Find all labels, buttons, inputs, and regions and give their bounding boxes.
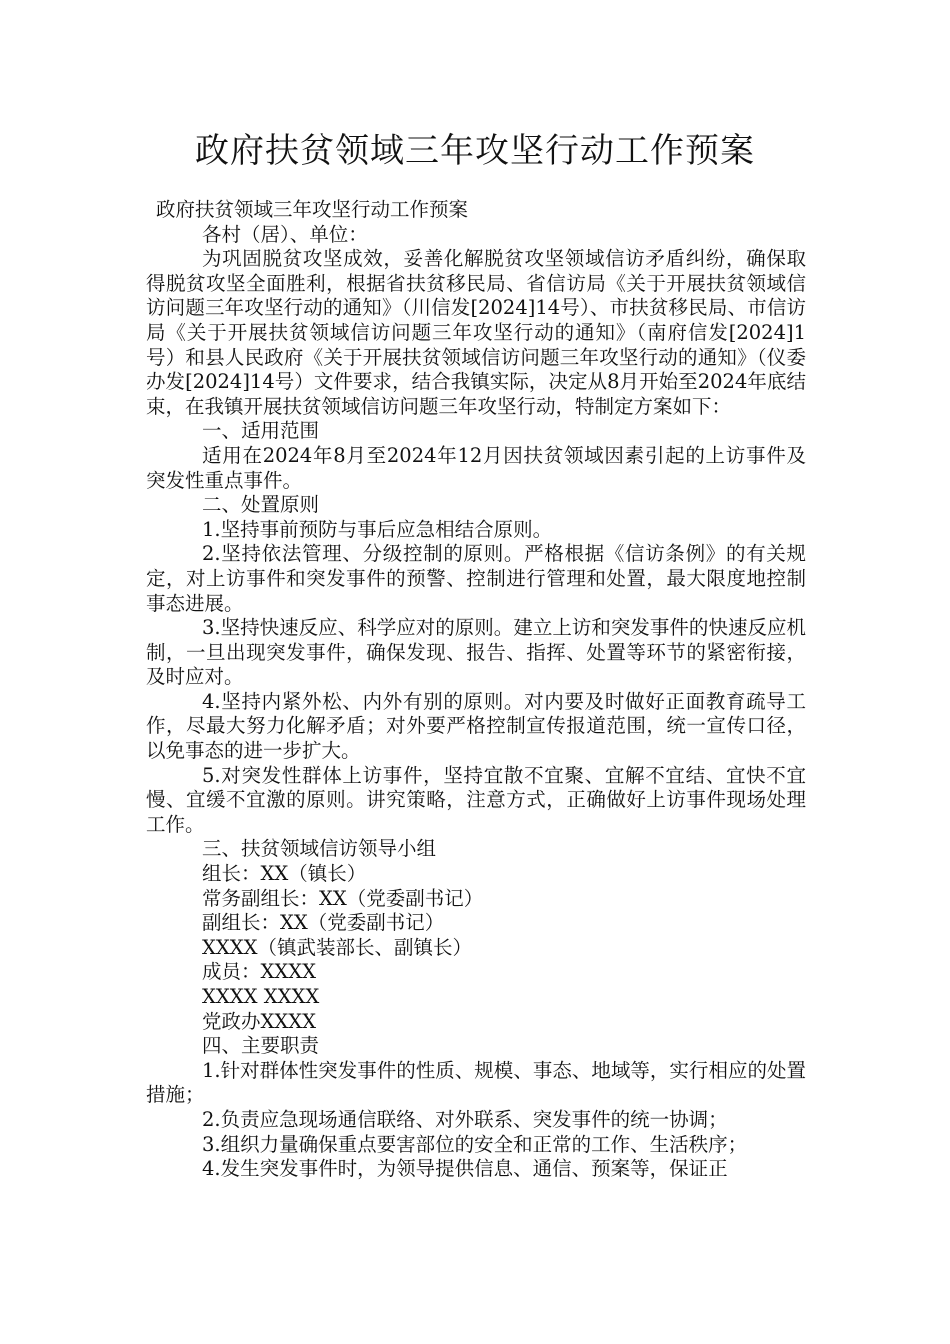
duty-item: 4.发生突发事件时，为领导提供信息、通信、预案等，保证正 bbox=[202, 1157, 728, 1181]
section-heading-principles: 二、处置原则 bbox=[202, 493, 320, 517]
section-heading-scope: 一、适用范围 bbox=[202, 419, 320, 443]
document-title: 政府扶贫领域三年攻坚行动工作预案 bbox=[195, 131, 755, 171]
scope-paragraph: 适用在2024年8月至2024年12月因扶贫领域因素引起的上访事件及突发性重点事件。 bbox=[146, 443, 806, 492]
principle-item: 5.对突发性群体上访事件，坚持宜散不宜聚、宜解不宜结、宜快不宜慢、宜缓不宜激的原则。讲究策略，注意方式，正确做好上访事件现场处理工作。 bbox=[146, 763, 806, 836]
duty-item: 2.负责应急现场通信联络、对外联系、突发事件的统一协调； bbox=[202, 1107, 728, 1131]
leadership-line: 党政办XXXX bbox=[202, 1009, 317, 1033]
principle-item: 3.坚持快速反应、科学应对的原则。建立上访和突发事件的快速反应机制，一旦出现突发事件，确保发现、报告、指挥、处置等环节的紧密衔接，及时应对。 bbox=[146, 616, 806, 689]
intro-paragraph: 为巩固脱贫攻坚成效，妥善化解脱贫攻坚领域信访矛盾纠纷，确保取得脱贫攻坚全面胜利，根据省扶贫移民局、省信访局《关于开展扶贫领域信访问题三年攻坚行动的通知》（川信发[2024]14号）、市扶贫移民局、市信访局《关于开展扶贫领域信访问题三年攻坚行动的通知》（南府信发[2024]1号）和县人民政府《关于开展扶贫领域信访问题三年攻坚行动的通知》（仪委办发[2024]14号）文件要求，结合我镇实际，决定从8月开始至2024年底结束，在我镇开展扶贫领域信访问题三年攻坚行动，特制定方案如下： bbox=[146, 247, 806, 418]
duty-item: 1.针对群体性突发事件的性质、规模、事态、地域等，实行相应的处置措施； bbox=[146, 1058, 806, 1107]
document-subtitle: 政府扶贫领域三年攻坚行动工作预案 bbox=[156, 198, 469, 221]
leadership-line: 副组长：XX（党委副书记） bbox=[202, 911, 445, 935]
leadership-line: XXXX（镇武装部长、副镇长） bbox=[202, 935, 473, 959]
section-heading-leadership: 三、扶贫领域信访领导小组 bbox=[202, 837, 437, 861]
duty-item: 3.组织力量确保重点要害部位的安全和正常的工作、生活秩序； bbox=[202, 1132, 748, 1156]
section-heading-duties: 四、主要职责 bbox=[202, 1034, 320, 1058]
leadership-line: 成员：XXXX bbox=[202, 960, 317, 984]
salutation: 各村（居）、单位： bbox=[202, 222, 368, 246]
leadership-line: XXXX XXXX bbox=[202, 985, 320, 1008]
principle-item: 1.坚持事前预防与事后应急相结合原则。 bbox=[202, 517, 553, 541]
leadership-line: 常务副组长：XX（党委副书记） bbox=[202, 886, 484, 910]
principle-item: 4.坚持内紧外松、内外有别的原则。对内要及时做好正面教育疏导工作，尽最大努力化解矛盾；对外要严格控制宣传报道范围，统一宣传口径，以免事态的进一步扩大。 bbox=[146, 689, 806, 763]
leadership-line: 组长：XX（镇长） bbox=[202, 862, 367, 886]
principle-item: 2.坚持依法管理、分级控制的原则。严格根据《信访条例》的有关规定，对上访事件和突发事件的预警、控制进行管理和处置，最大限度地控制事态进展。 bbox=[146, 542, 806, 615]
document-body bbox=[146, 198, 806, 1182]
